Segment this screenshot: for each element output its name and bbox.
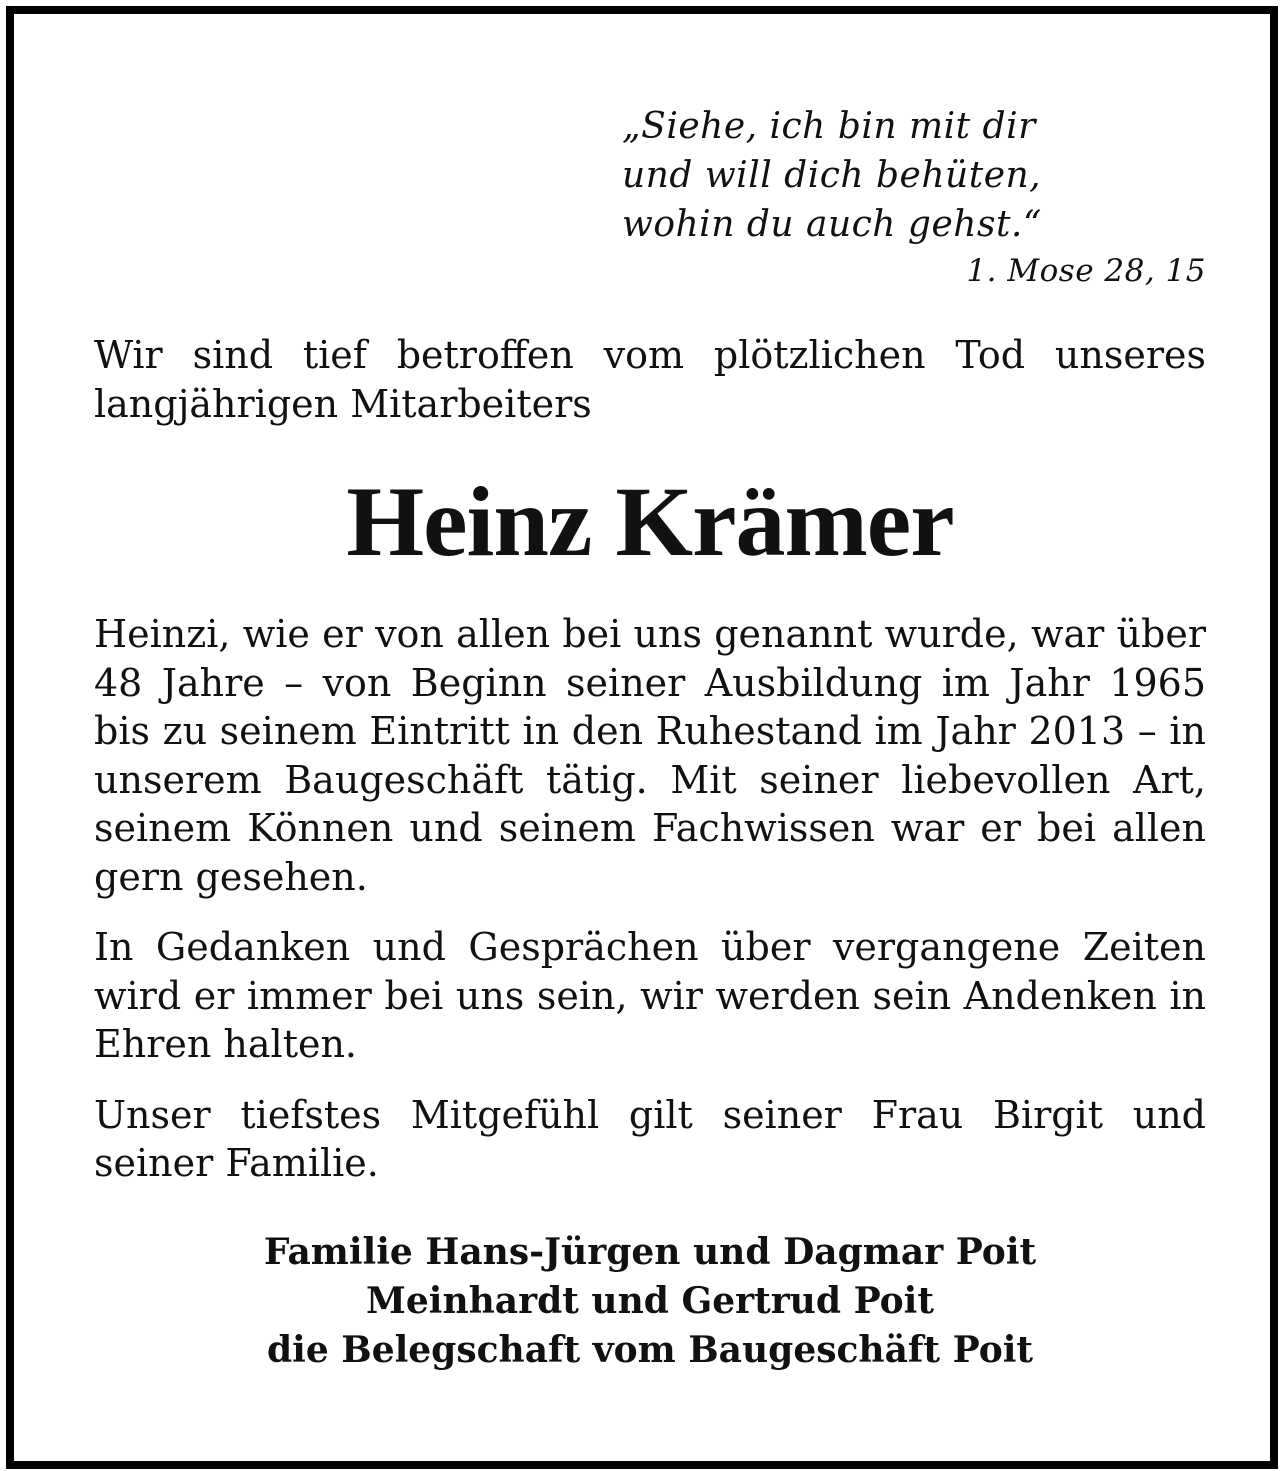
verse-reference: 1. Mose 28, 15 — [966, 253, 1206, 289]
deceased-name: Heinz Krämer — [346, 466, 954, 577]
verse-line: wohin du auch gehst.“ — [622, 204, 1042, 245]
intro-text: Wir sind tief betroffen vom plötzlichen Tod unseres langjährigen Mitarbeiters — [94, 333, 1206, 426]
bible-verse — [622, 102, 1206, 293]
condolence-paragraph: Unser tiefstes Mitgefühl gilt seiner Frau Birgit und seiner Familie. — [94, 1092, 1206, 1185]
verse-line: „Siehe, ich bin mit dir — [622, 106, 1036, 147]
remembrance-paragraph: In Gedanken und Gesprächen über vergangene Zeiten wird er immer bei uns sein, wir werden sein Andenken in Ehren halten. — [94, 925, 1206, 1066]
obituary-content — [94, 102, 1206, 1375]
obituary-frame — [6, 6, 1278, 1469]
signature-line: die Belegschaft vom Baugeschäft Poit — [266, 1328, 1034, 1371]
signature-line: Meinhardt und Gertrud Poit — [366, 1279, 934, 1322]
verse-line: und will dich behüten, — [622, 155, 1042, 196]
tribute-paragraph: Heinzi, wie er von allen bei uns genannt wurde, war über 48 Jahre – von Beginn seiner Ausbildung im Jahr 1965 bis zu seinem Eintritt in den Ruhestand im Jahr 2013 – in unserem Baugeschäft tätig. Mit seiner liebevollen Art, seinem Können und seinem Fachwissen war er bei allen gern gesehen. — [94, 612, 1206, 899]
signature-line: Familie Hans-Jürgen und Dagmar Poit — [263, 1230, 1037, 1273]
signatures — [94, 1228, 1206, 1375]
